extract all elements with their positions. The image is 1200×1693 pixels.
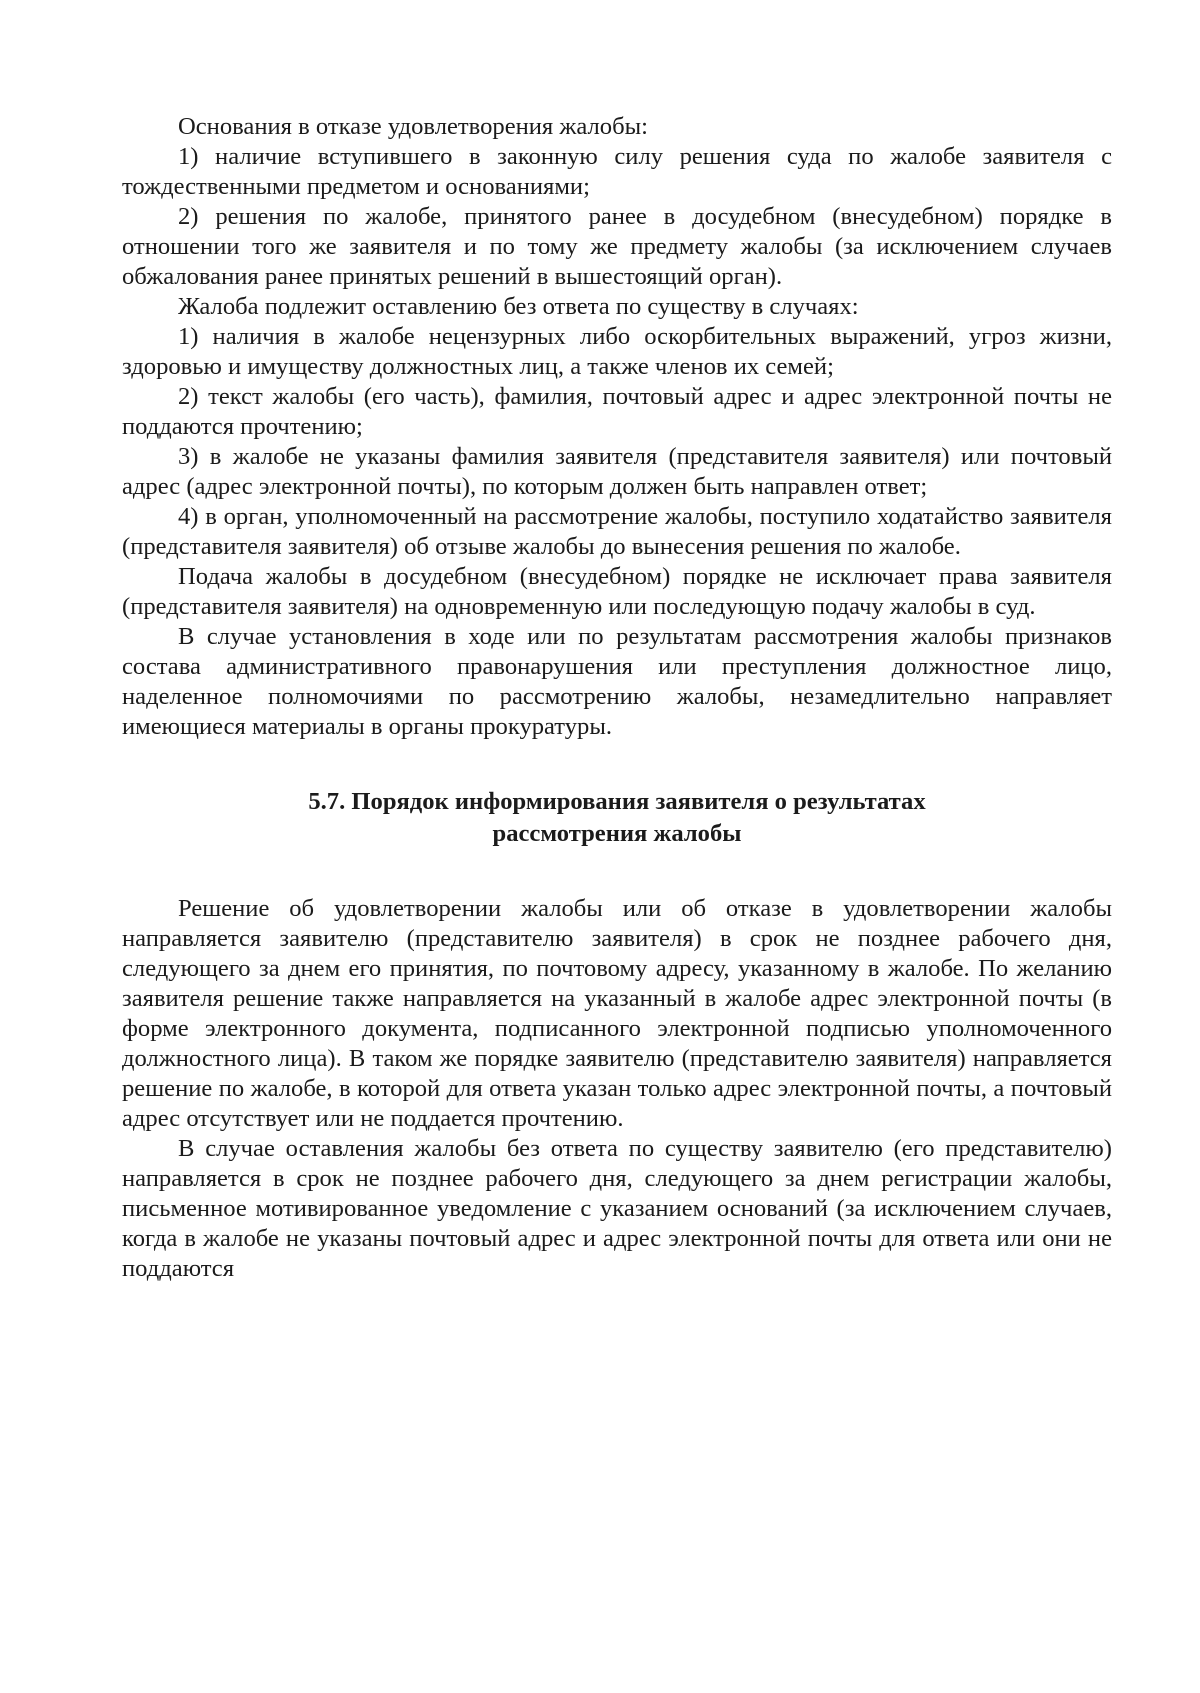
paragraph-no-answer-case-2: 2) текст жалобы (его часть), фамилия, почтовый адрес и адрес электронной почты не поддаются прочтению; [122, 383, 1112, 440]
section-heading [122, 786, 1112, 850]
paragraph-court-filing: Подача жалобы в досудебном (внесудебном) порядке не исключает права заявителя (представителя заявителя) на одновременную или последующую подачу жалобы в суд. [122, 563, 1112, 620]
paragraph-no-answer-notification: В случае оставления жалобы без ответа по существу заявителю (его представителю) направляется в срок не позднее рабочего дня, следующего за днем регистрации жалобы, письменное мотивированное уведомление с указанием оснований (за исключением случаев, когда в жалобе не указаны почтовый адрес и адрес электронной почты для ответа или они не поддаются [122, 1135, 1112, 1282]
paragraph-refusal-ground-1: 1) наличие вступившего в законную силу решения суда по жалобе заявителя с тождественными предметом и основаниями; [122, 143, 1112, 200]
paragraph-no-answer-case-1: 1) наличия в жалобе нецензурных либо оскорбительных выражений, угроз жизни, здоровью и имуществу должностных лиц, а также членов их семей; [122, 323, 1112, 380]
paragraph-refusal-grounds-intro: Основания в отказе удовлетворения жалобы: [178, 113, 648, 140]
paragraph-prosecution-referral: В случае установления в ходе или по результатам рассмотрения жалобы признаков состава административного правонарушения или преступления должностное лицо, наделенное полномочиями по рассмотрению жалобы, незамедлительно направляет имеющиеся материалы в органы прокуратуры. [122, 623, 1112, 740]
paragraph-no-answer-case-4: 4) в орган, уполномоченный на рассмотрение жалобы, поступило ходатайство заявителя (представителя заявителя) об отзыве жалобы до вынесения решения по жалобе. [122, 503, 1112, 560]
section-heading-line-2: рассмотрения жалобы [492, 820, 742, 847]
section-heading-line-1: 5.7. Порядок информирования заявителя о результатах [308, 788, 926, 815]
paragraph-no-answer-case-3: 3) в жалобе не указаны фамилия заявителя (представителя заявителя) или почтовый адрес (адрес электронной почты), по которым должен быть направлен ответ; [122, 443, 1112, 500]
paragraph-decision-notification: Решение об удовлетворении жалобы или об отказе в удовлетворении жалобы направляется заявителю (представителю заявителя) в срок не позднее рабочего дня, следующего за днем его принятия, по почтовому адресу, указанному в жалобе. По желанию заявителя решение также направляется на указанный в жалобе адрес электронной почты (в форме электронного документа, подписанного электронной подписью уполномоченного должностного лица). В таком же порядке заявителю (представителю заявителя) направляется решение по жалобе, в которой для ответа указан только адрес электронной почты, а почтовый адрес отсутствует или не поддается прочтению. [122, 895, 1112, 1132]
paragraph-refusal-ground-2: 2) решения по жалобе, принятого ранее в досудебном (внесудебном) порядке в отношении того же заявителя и по тому же предмету жалобы (за исключением случаев обжалования ранее принятых решений в вышестоящий орган). [122, 203, 1112, 290]
paragraph-no-answer-intro: Жалоба подлежит оставлению без ответа по существу в случаях: [178, 293, 859, 320]
document-body [122, 112, 1112, 1284]
